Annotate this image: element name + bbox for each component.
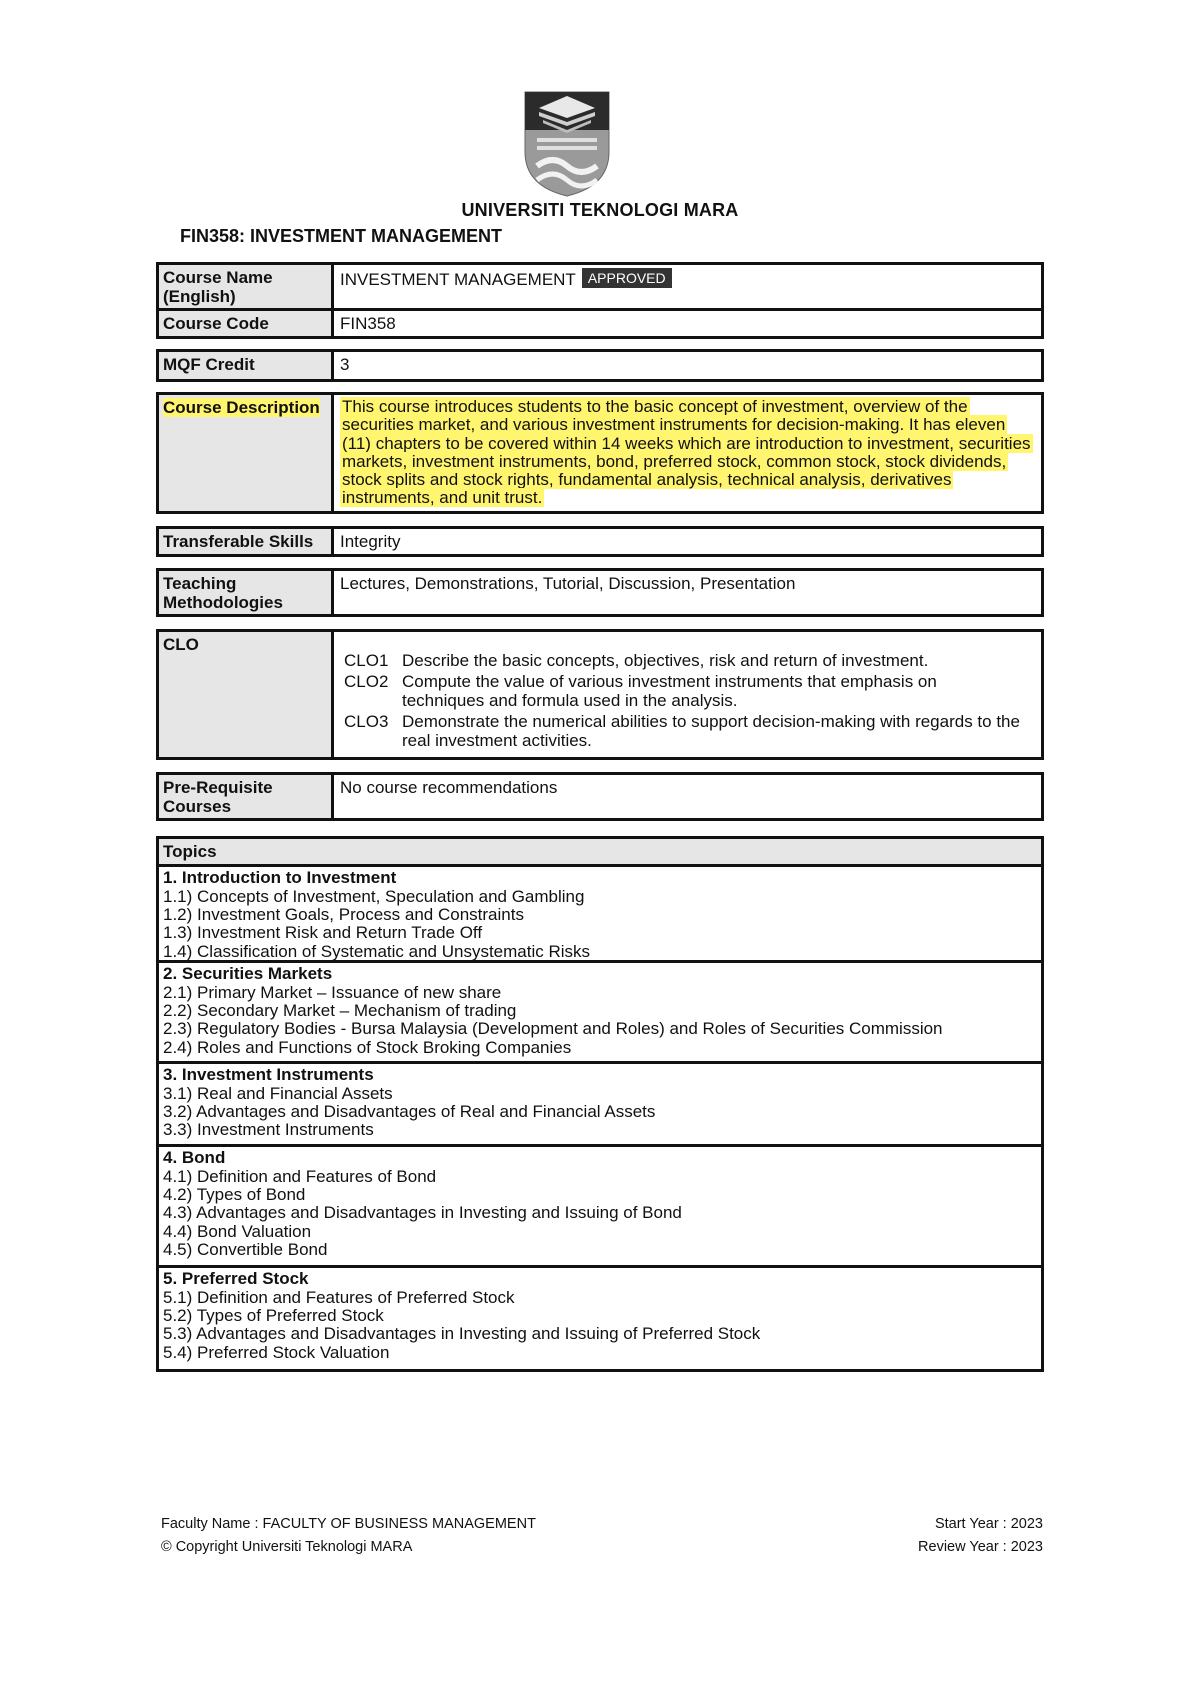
mqf-credit-row [159, 352, 1041, 379]
course-name-value [334, 265, 1041, 308]
topic-subitem: 5.3) Advantages and Disadvantages in Investing and Issuing of Preferred Stock [163, 1324, 761, 1344]
topic-subitem: 2.2) Secondary Market – Mechanism of trading [163, 1000, 517, 1020]
topic-subitem: 1.2) Investment Goals, Process and Constraints [163, 904, 524, 924]
course-code-row [159, 308, 1041, 336]
copyright-notice: © Copyright Universiti Teknologi MARA [161, 1539, 413, 1555]
course-code-value: FIN358 [340, 314, 396, 333]
faculty-name: Faculty Name : FACULTY OF BUSINESS MANAGEMENT [161, 1516, 536, 1532]
clo-table [156, 629, 1044, 760]
topic-title: 4. Bond [163, 1148, 226, 1167]
prerequisite-label: Pre-Requisite Courses [159, 775, 334, 818]
status-badge: APPROVED [582, 268, 672, 288]
topic-subitem: 4.1) Definition and Features of Bond [163, 1166, 437, 1186]
review-year: Review Year : 2023 [918, 1539, 1043, 1555]
mqf-credit-value: 3 [340, 355, 350, 374]
clo-item [344, 651, 1035, 670]
prerequisite-table [156, 772, 1044, 821]
transferable-skills-row [159, 529, 1041, 554]
course-info-table [156, 262, 1044, 339]
topic-subitem: 4.2) Types of Bond [163, 1184, 306, 1204]
course-code-label: Course Code [159, 311, 334, 336]
mqf-credit-label: MQF Credit [159, 352, 334, 379]
topic-subitem: 3.1) Real and Financial Assets [163, 1083, 393, 1103]
topic-subitem: 2.4) Roles and Functions of Stock Broking Companies [163, 1037, 572, 1057]
topic-section [159, 963, 1041, 1064]
clo-value [334, 632, 1041, 757]
topic-subitem: 5.1) Definition and Features of Preferred Stock [163, 1287, 515, 1307]
start-year: Start Year : 2023 [934, 1516, 1043, 1532]
topic-title: 2. Securities Markets [163, 964, 333, 983]
clo-text: Compute the value of various investment instruments that emphasis on techniques and formula used in the analysis. [402, 672, 937, 710]
clo-code: CLO1 [344, 651, 389, 670]
topic-subitem: 5.4) Preferred Stock Valuation [163, 1342, 390, 1362]
course-description-label-text: Course Description [163, 398, 320, 417]
course-description-row [159, 395, 1041, 511]
topics-header: Topics [159, 839, 1041, 867]
topic-subitem: 2.3) Regulatory Bodies - Bursa Malaysia (Development and Roles) and Roles of Securities Commission [163, 1019, 943, 1039]
clo-row [159, 632, 1041, 757]
topic-subitem: 3.3) Investment Instruments [163, 1120, 374, 1140]
course-description-value [334, 395, 1041, 511]
topic-subitem: 1.3) Investment Risk and Return Trade Off [163, 923, 483, 943]
clo-text: Describe the basic concepts, objectives, risk and return of investment. [402, 651, 929, 670]
mqf-credit-table [156, 349, 1044, 382]
course-name-text: INVESTMENT MANAGEMENT [340, 270, 576, 289]
topic-section [159, 867, 1041, 963]
transferable-skills-label: Transferable Skills [159, 529, 334, 554]
prerequisite-row [159, 775, 1041, 818]
course-description-label [159, 395, 334, 511]
clo-text: Demonstrate the numerical abilities to support decision-making with regards to the real investment activities. [402, 712, 1020, 750]
topic-subitem: 5.2) Types of Preferred Stock [163, 1305, 384, 1325]
topic-title: 3. Investment Instruments [163, 1065, 374, 1084]
transferable-skills-table [156, 526, 1044, 557]
teaching-methodologies-label: Teaching Methodologies [159, 571, 334, 614]
clo-code: CLO3 [344, 712, 389, 731]
course-description-table [156, 392, 1044, 514]
topic-subitem: 2.1) Primary Market – Issuance of new share [163, 982, 502, 1002]
course-description-text: This course introduces students to the basic concept of investment, overview of the securities market, and various investment instruments for decision-making. It has eleven (11) chapters to be covered within 14 weeks which are introduction to investment, securities markets, investment instruments, bond, preferred stock, common stock, stock dividends, stock splits and stock rights, fundamental analysis, technical analysis, derivatives instruments, and unit trust. [342, 397, 1031, 508]
topic-section [159, 1064, 1041, 1147]
topics-table [156, 836, 1044, 1372]
uitm-logo [523, 90, 611, 198]
course-name-row [159, 265, 1041, 308]
clo-item [344, 672, 1035, 710]
prerequisite-value: No course recommendations [340, 778, 558, 797]
topic-section [159, 1268, 1041, 1372]
topic-title: 5. Preferred Stock [163, 1269, 309, 1288]
topic-section [159, 1147, 1041, 1268]
transferable-skills-value: Integrity [340, 532, 401, 551]
course-heading: FIN358: INVESTMENT MANAGEMENT [180, 226, 503, 246]
topic-subitem: 1.1) Concepts of Investment, Speculation and Gambling [163, 886, 585, 906]
topic-subitem: 1.4) Classification of Systematic and Unsystematic Risks [163, 941, 591, 961]
course-name-label: Course Name (English) [159, 265, 334, 308]
topic-subitem: 4.5) Convertible Bond [163, 1240, 328, 1260]
teaching-methodologies-value: Lectures, Demonstrations, Tutorial, Discussion, Presentation [340, 574, 796, 593]
teaching-methodologies-row [159, 571, 1041, 614]
topic-subitem: 4.4) Bond Valuation [163, 1221, 312, 1241]
university-name: UNIVERSITI TEKNOLOGI MARA [461, 200, 739, 220]
clo-label: CLO [159, 632, 334, 757]
clo-list [340, 635, 1035, 750]
clo-code: CLO2 [344, 672, 389, 691]
clo-item [344, 712, 1035, 750]
topic-title: 1. Introduction to Investment [163, 868, 397, 887]
topic-subitem: 4.3) Advantages and Disadvantages in Investing and Issuing of Bond [163, 1203, 682, 1223]
topic-subitem: 3.2) Advantages and Disadvantages of Real and Financial Assets [163, 1101, 656, 1121]
teaching-methodologies-table [156, 568, 1044, 617]
